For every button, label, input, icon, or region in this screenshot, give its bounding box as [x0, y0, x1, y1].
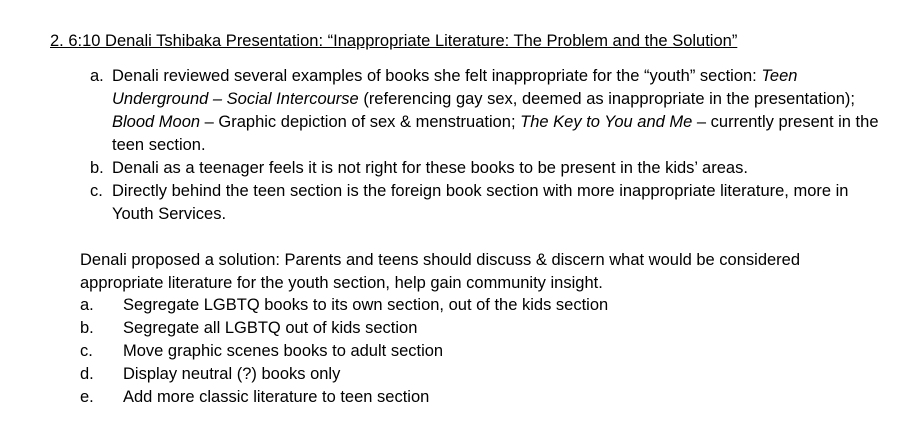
list-marker: d.: [80, 365, 94, 383]
list-item: [80, 340, 860, 363]
list-item-text: [112, 65, 890, 157]
list-item-text: Segregate all LGBTQ out of kids section: [123, 319, 418, 337]
list-item: [80, 386, 860, 409]
list-marker: e.: [80, 388, 94, 406]
section-heading: 2. 6:10 Denali Tshibaka Presentation: “Inappropriate Literature: The Problem and the Solution”: [50, 32, 738, 50]
list-item: [90, 157, 890, 180]
list-marker: c.: [90, 182, 103, 200]
list-item: [80, 317, 860, 340]
list-item-text: Directly behind the teen section is the foreign book section with more inappropriate literature, more in Youth Services.: [112, 182, 849, 223]
list-marker: a.: [90, 67, 104, 85]
list-marker: b.: [90, 159, 104, 177]
list-item: [80, 363, 860, 386]
findings-list: [90, 65, 890, 226]
book-title: Blood Moon: [112, 113, 201, 131]
text-run: Denali reviewed several examples of books she felt inappropriate for the “youth” section:: [112, 67, 762, 85]
text-run: – Graphic depiction of sex & menstruation;: [200, 113, 521, 131]
list-marker: a.: [80, 296, 94, 314]
text-run: (referencing gay sex, deemed as inappropriate in the presentation);: [358, 90, 855, 108]
list-item-text: Add more classic literature to teen section: [123, 388, 430, 406]
text-run: – currently present in the teen section.: [112, 113, 879, 154]
book-title: Teen Underground – Social Intercourse: [112, 67, 798, 108]
list-item-text: Denali as a teenager feels it is not right for these books to be present in the kids’ areas.: [112, 159, 748, 177]
book-title: The Key to You and Me: [520, 113, 693, 131]
list-item-text: Segregate LGBTQ books to its own section, out of the kids section: [123, 296, 609, 314]
list-item: [90, 180, 890, 226]
list-item-text: Move graphic scenes books to adult section: [123, 342, 444, 360]
list-item: [90, 65, 890, 157]
list-item: [80, 294, 860, 317]
list-marker: c.: [80, 342, 93, 360]
solution-paragraph: Denali proposed a solution: Parents and teens should discuss & discern what would be considered appropriate literature for the youth section, help gain community insight.: [80, 251, 801, 292]
list-marker: b.: [80, 319, 94, 337]
list-item-text: Display neutral (?) books only: [123, 365, 341, 383]
solutions-list: [80, 294, 860, 409]
